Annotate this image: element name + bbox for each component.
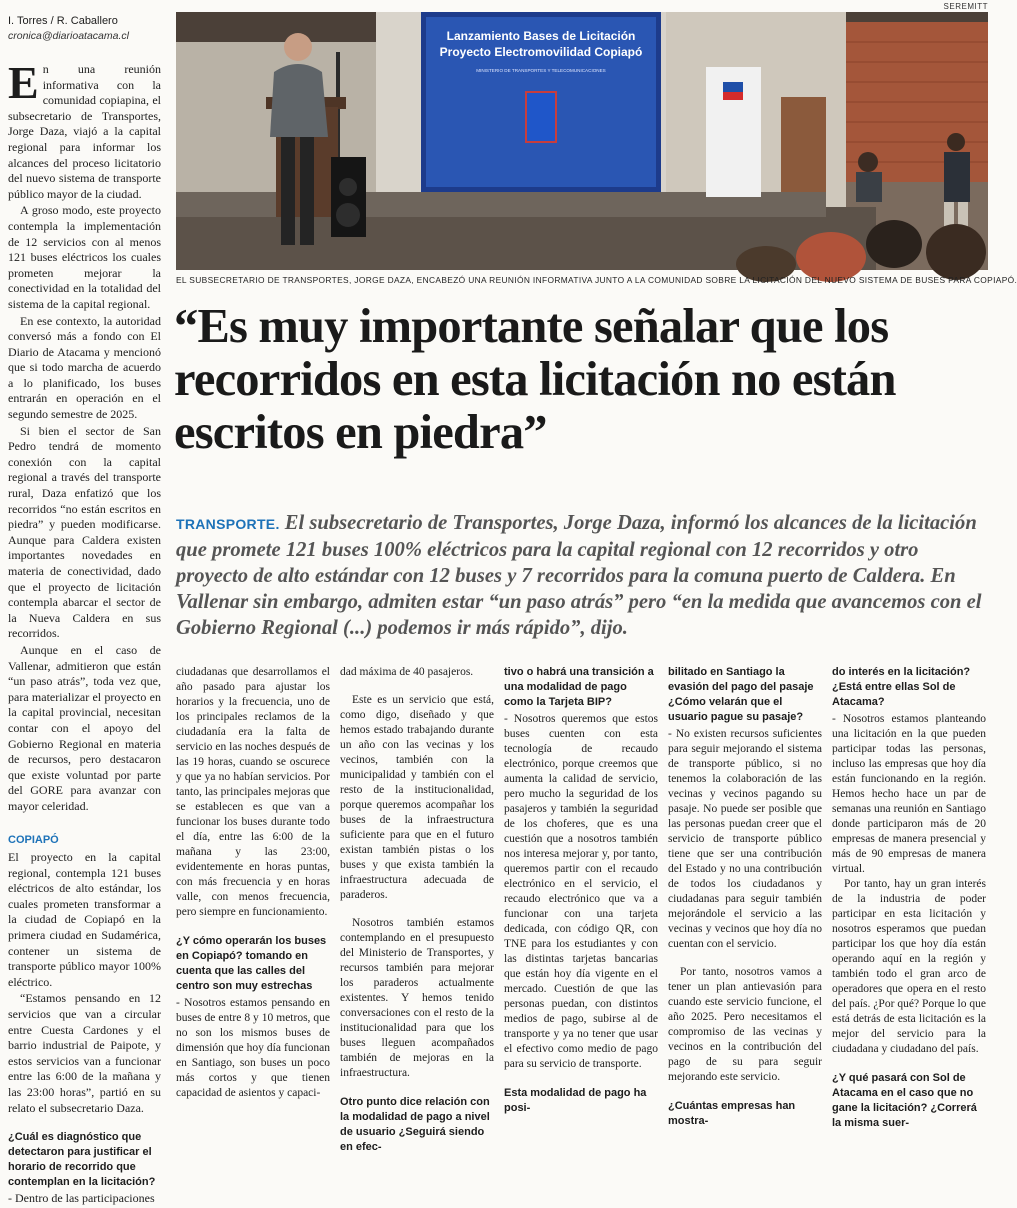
col1-paragraph-1: ciudadanas que desarrollamos el año pasado para ajustar los horarios y la frecuencia, uno de los principales reclamos de la ciudadanía era la falta de servicio en las noches después de las 19 horas, cuando se oscurece y que ya no habían servicios. Por tanto, las principales mejoras que se establecen es que van a funcionar los buses durante todo el día, entre las 6:00 de la mañana y las 23:00, evidentemente en horas puntas, con más frecuencia y en horas valle, con menos frecuencia, pero siempre en funcionamiento. <box>176 666 330 918</box>
col5-question-1: do interés en la licitación? ¿Está entre ellas Sol de Atacama? <box>832 666 971 708</box>
section-heading-copiapo: COPIAPÓ <box>8 833 59 846</box>
col2-question: Otro punto dice relación con la modalidad de pago a nivel de usuario ¿Seguirá siendo en efec- <box>340 1096 490 1153</box>
column-1 <box>176 665 330 1115</box>
body-columns <box>176 665 990 1153</box>
col5-paragraph-2: Por tanto, hay un gran interés de la industria de poder participar en esta licitación y nosotros esperamos que puedan participar los que hoy día están operando aquí en la región y también todo el gran arco de operadores que opera en el resto del país. ¿Por qué? Porque lo que está detrás de esta licitación es la mejor del servicio para la ciudadana y ciudadano del país. <box>832 878 986 1055</box>
column-2 <box>340 665 494 1153</box>
lead-tag: TRANSPORTE. <box>176 516 280 532</box>
byline-authors: I. Torres / R. Caballero <box>8 15 118 27</box>
left-paragraph-3: En ese contexto, la autoridad conversó más a fondo con El Diario de Atacama y mencionó que si todo marcha de acuerdo a lo planificado, los buses entrarán en operación en el segundo semestre de 2025. <box>8 313 161 422</box>
col3-paragraph-1: - Nosotros queremos que estos buses cuenten con esta tecnología de recaudo electrónico, porque creemos que aumenta la calidad de servicio, pero mucho la seguridad de los pasajeros y también la seguridad de los choferes, que es una cuestión que a nosotros también nos interesa mejorar y, por tanto, queremos partir con el recaudo electrónico en el servicio, el recaudo electrónico que va a funcionar con una tarjeta dedicada, con código QR, con TNE para los estudiantes y con las distintas tarjetas bancarias que están hoy día vigente en el mercado. Cuestión de que las personas puedan, con distintos medios de pago, subirse al de transporte y ya no tener que usar el efectivo como medio de pago para su servicio de transporte. <box>504 713 658 1070</box>
photo-credit: SEREMITT <box>943 2 988 11</box>
screen-subtitle: MINISTERIO DE TRANSPORTES Y TELECOMUNICACIONES <box>476 68 606 73</box>
col5-question-2: ¿Y qué pasará con Sol de Atacama en el caso que no gane la licitación? ¿Correrá la misma suer- <box>832 1072 977 1129</box>
photo-caption: EL SUBSECRETARIO DE TRANSPORTES, JORGE DAZA, ENCABEZÓ UNA REUNIÓN INFORMATIVA JUNTO A LA COMUNIDAD SOBRE LA LICITACIÓN DEL NUEVO SISTEMA DE BUSES PARA COPIAPÓ. <box>176 275 1017 285</box>
answer-1-start: - Dentro de las participaciones <box>8 1191 155 1206</box>
col1-paragraph-2: - Nosotros estamos pensando en buses de entre 8 y 10 metros, que no son los mismos buses de dimensión que hoy día funcionan en Santiago, son buses un poco más cortos y que tienen capacidad de asientos y capaci- <box>176 997 330 1099</box>
column-5 <box>832 665 986 1129</box>
col4-question-1: bilitado en Santiago la evasión del pago del pasaje ¿Cómo velarán que el usuario pague su pasaje? <box>668 666 814 723</box>
left-paragraph-7: “Estamos pensando en 12 servicios que van a circular entre Cuesta Cardones y el barrio industrial de Paipote, y estos servicios van a funcionar entre las 6:00 de la mañana y las 23:00 horas”, partió en su relato el subsecretario Daza. <box>8 991 161 1115</box>
question-1: ¿Cuál es diagnóstico que detectaron para justificar el horario de recorrido que contemplan en la licitación? <box>8 1131 156 1189</box>
left-paragraph-1: En una reunión informativa con la comunidad copiapina, el subsecretario de Transportes, Jorge Daza, viajó a la capital regional para informar los alcances del proceso licitatorio del nuevo sistema de transporte público mayor de la ciudad. <box>8 57 161 201</box>
lead-text: El subsecretario de Transportes, Jorge Daza, informó los alcances de la licitación que promete 121 buses 100% eléctricos para la capital regional con 12 recorridos y otro proyecto de alto estándar con 12 buses y 7 recorridos para la comuna puerto de Caldera. En Vallenar sin embargo, admiten estar “un paso atrás” pero “en la medida que avancemos con el Gobierno Regional (...) podemos ir más rápido”, dijo. <box>176 512 982 639</box>
event-photo-illustration <box>176 12 988 270</box>
column-3 <box>504 665 658 1115</box>
screen-title-1: Lanzamiento Bases de Licitación <box>446 29 636 43</box>
col3-question-2: Esta modalidad de pago ha posi- <box>504 1087 647 1114</box>
byline <box>8 14 168 44</box>
left-paragraph-6: El proyecto en la capital regional, contempla 121 buses eléctricos de alto estándar, los cuales prometen transformar a la ciudad de Copiapó en la primera ciudad en Sudamérica, contener un sistema de transporte público mayor 100% eléctrico. <box>8 850 161 989</box>
col4-paragraph-2: Por tanto, nosotros vamos a tener un plan antievasión para cuando este servicio funcione, el año 2025. Pero necesitamos el compromiso de las vecinas y vecinos en la contribución del pago de su para seguir mejorando este servicio. <box>668 966 822 1083</box>
left-paragraph-5: Aunque en el caso de Vallenar, admitieron que están “un paso atrás”, toda vez que, para materializar el proyecto en la capital provincial, necesitan contar con el apoyo del Gobierno Regional en materia de recursos, pero destacaron que existe voluntad por parte del GORE para avanzar con mayor celeridad. <box>8 642 161 813</box>
drop-cap: E <box>8 57 39 108</box>
col1-question: ¿Y cómo operarán los buses en Copiapó? tomando en cuenta que las calles del centro son muy estrechas <box>176 935 327 992</box>
byline-email: cronica@diarioatacama.cl <box>8 30 129 42</box>
col4-paragraph-1: - No existen recursos suficientes para seguir mejorando el sistema de transporte público, si no tenemos la colaboración de las vecinas y vecinos pagando su pasaje. No puede ser posible que las personas puedan creer que el servicio de transporte público tiene que ser una contribución del Estado y no una contribución de todos los ciudadanos y ciudadanas para seguir también mejorándole el servicio a las vecinas y vecinos que hoy día no cuentan con el servicio. <box>668 728 822 950</box>
col2-paragraph-2: Este es un servicio que está, como digo, diseñado y que hemos estado trabajando durante un año con las vecinas y los vecinos, también con la municipalidad y también con el resto de la institucionalidad, porque queremos acompañar los buses de la infraestructura suficiente para que en el futuro existan también pistas o los buses y que exista también la infraestructura adecuada de paraderos. <box>340 694 494 901</box>
left-paragraph-4: Si bien el sector de San Pedro tendrá de momento conexión con la capital regional a través del transporte rural, Daza enfatizó que los recorridos “no están escritos en piedra” y pueden modificarse. Aunque para Caldera existen importantes novedades en materia de conectividad, dado que el proyecto de licitación contempla abarcar el sector de la Nueva Caldera en sus recorridos. <box>8 423 161 641</box>
col2-paragraph-1: dad máxima de 40 pasajeros. <box>340 666 474 678</box>
screen-title-2: Proyecto Electromovilidad Copiapó <box>439 45 643 59</box>
lead-paragraph <box>176 510 988 641</box>
left-paragraph-2: A groso modo, este proyecto contempla la implementación de 12 servicios con al menos 121 buses eléctricos los cuales prometen mejorar la conectividad en la totalidad del sistema de la capital regional. <box>8 203 161 311</box>
left-column <box>8 57 161 1208</box>
col2-paragraph-3: Nosotros también estamos contemplando en el presupuesto del Ministerio de Transportes, y recursos también para mejorar los paraderos actualmente existentes. Y hemos tenido conversaciones con el resto de la institucionalidad para que los buses lleguen acompañados también de mejoras en la infraestructura. <box>340 917 494 1079</box>
col3-question-1: tivo o habrá una transición a una modalidad de pago como la Tarjeta BIP? <box>504 666 654 708</box>
col4-question-2: ¿Cuántas empresas han mostra- <box>668 1100 796 1127</box>
column-4 <box>668 665 822 1127</box>
col5-paragraph-1: - Nosotros estamos planteando una licitación en la que pueden participar todas las personas, incluso las empresas que hoy día están funcionando en la región. Hemos hecho hace un par de semanas una reunión en Santiago donde participaron más de 20 empresas de manera presencial y más de 90 empresas de manera virtual. <box>832 713 986 875</box>
event-photo <box>176 12 988 270</box>
headline: “Es muy importante señalar que los recorridos en esta licitación no están escritos en piedra” <box>174 300 896 459</box>
